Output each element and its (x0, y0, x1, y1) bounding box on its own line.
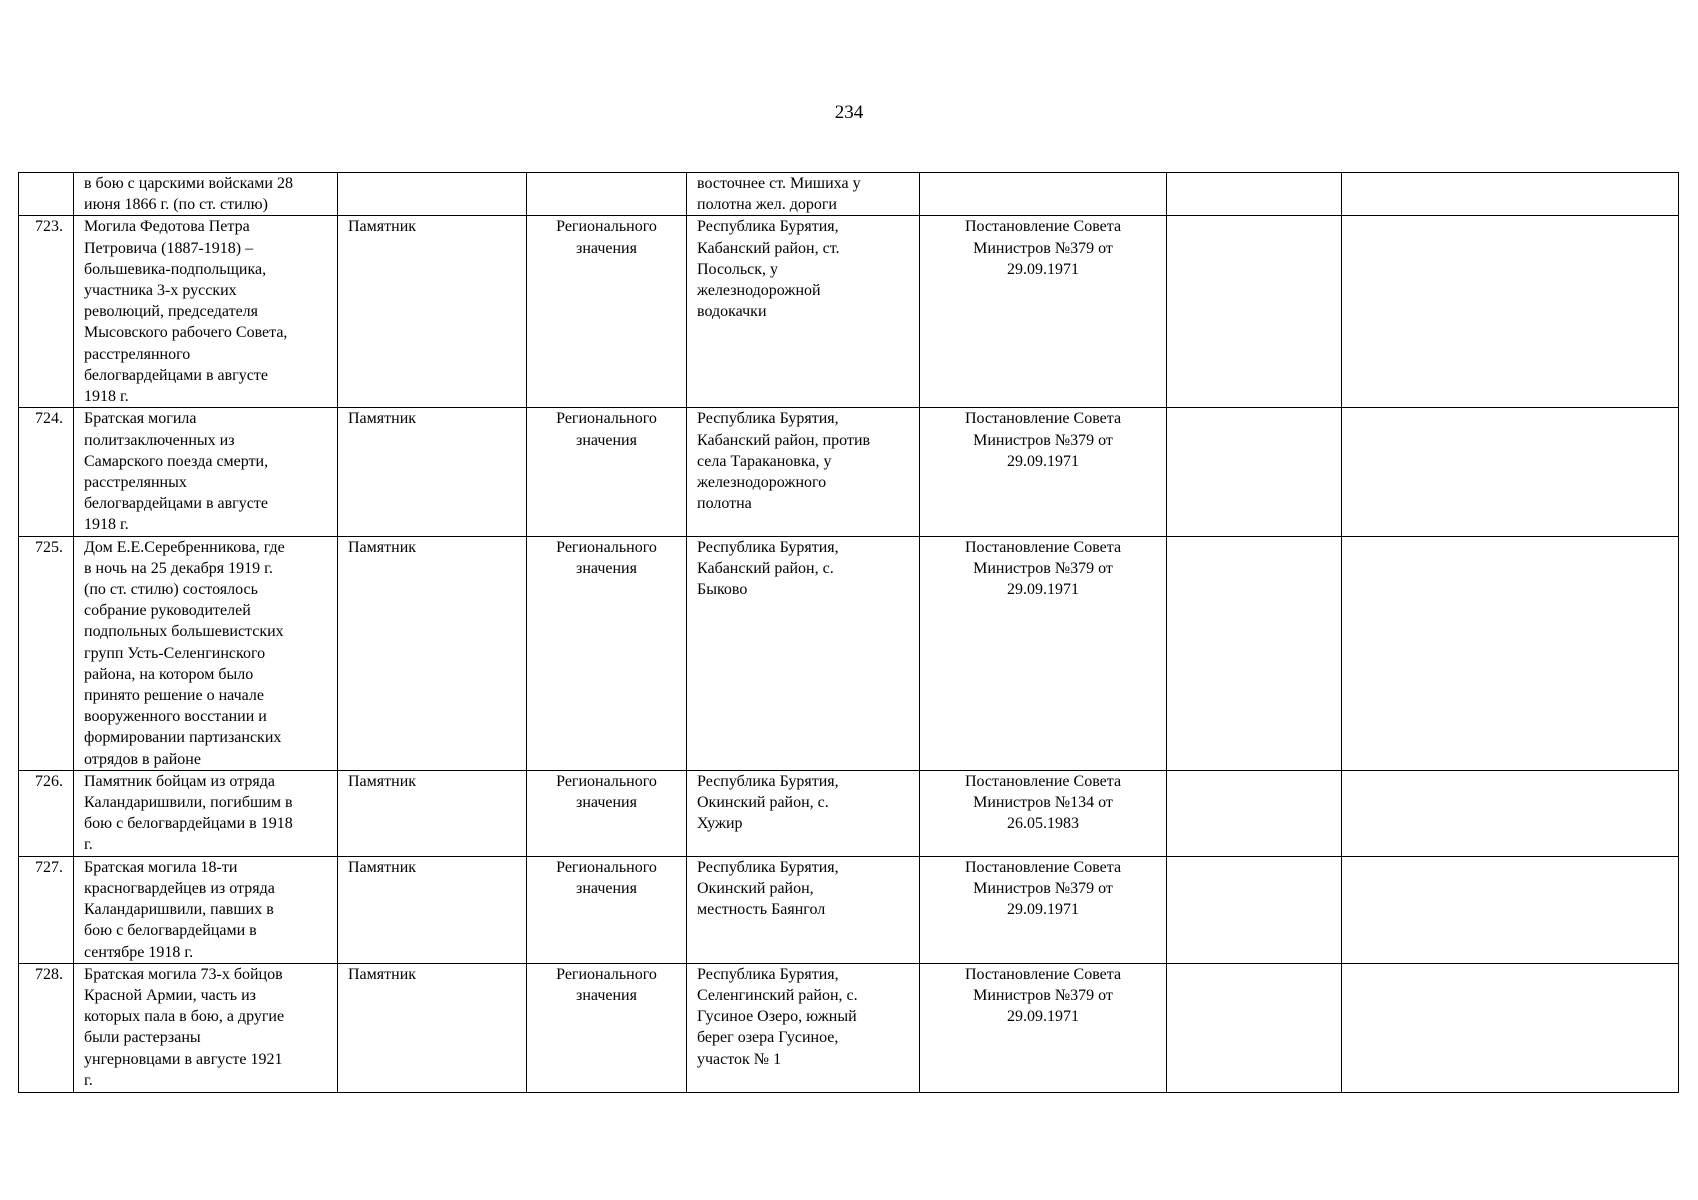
table-row (19, 856, 1679, 963)
empty-cell (1342, 770, 1679, 856)
object-address: Республика Бурятия, Окинский район, местность Баянгол (687, 856, 920, 963)
monuments-table (18, 172, 1679, 1093)
table-row (19, 173, 1679, 216)
object-type: Памятник (338, 963, 527, 1092)
object-address: Республика Бурятия, Окинский район, с. Хужир (687, 770, 920, 856)
empty-cell (1342, 856, 1679, 963)
legal-document: Постановление Совета Министров №379 от 29.09.1971 (920, 963, 1167, 1092)
table-row (19, 963, 1679, 1092)
empty-cell (1342, 963, 1679, 1092)
page-number: 234 (834, 102, 864, 123)
object-name: Братская могила политзаключенных из Самарского поезда смерти, расстрелянных белогвардейцами в августе 1918 г. (74, 408, 338, 536)
empty-cell (1167, 963, 1342, 1092)
empty-cell (1167, 536, 1342, 770)
row-number: 726. (19, 770, 74, 856)
object-category: Регионального значения (527, 216, 687, 408)
table-row (19, 536, 1679, 770)
object-name: Братская могила 73-х бойцов Красной Армии, часть из которых пала в бою, а другие были растерзаны унгерновцами в августе 1921 г. (74, 963, 338, 1092)
object-name: Дом Е.Е.Серебренникова, где в ночь на 25 декабря 1919 г. (по ст. стилю) состоялось собрание руководителей подпольных большевистских групп Усть-Селенгинского района, на котором было принято решение о начале вооруженного восстании и формировании партизанских отрядов в районе (74, 536, 338, 770)
legal-document (920, 173, 1167, 216)
object-address: Республика Бурятия, Селенгинский район, с. Гусиное Озеро, южный берег озера Гусиное, участок № 1 (687, 963, 920, 1092)
row-number: 723. (19, 216, 74, 408)
row-number (19, 173, 74, 216)
object-category (527, 173, 687, 216)
object-type: Памятник (338, 408, 527, 536)
object-name: Памятник бойцам из отряда Каландаришвили, погибшим в бою с белогвардейцами в 1918 г. (74, 770, 338, 856)
empty-cell (1167, 216, 1342, 408)
empty-cell (1167, 408, 1342, 536)
table-row (19, 216, 1679, 408)
row-number: 724. (19, 408, 74, 536)
legal-document: Постановление Совета Министров №379 от 29.09.1971 (920, 408, 1167, 536)
object-type: Памятник (338, 216, 527, 408)
row-number: 725. (19, 536, 74, 770)
object-type: Памятник (338, 770, 527, 856)
empty-cell (1167, 856, 1342, 963)
table-row (19, 770, 1679, 856)
table-row (19, 408, 1679, 536)
object-category: Регионального значения (527, 408, 687, 536)
row-number: 728. (19, 963, 74, 1092)
object-address: Республика Бурятия, Кабанский район, ст. Посольск, у железнодорожной водокачки (687, 216, 920, 408)
row-number: 727. (19, 856, 74, 963)
object-category: Регионального значения (527, 963, 687, 1092)
object-type: Памятник (338, 856, 527, 963)
empty-cell (1342, 408, 1679, 536)
object-name: Могила Федотова Петра Петровича (1887-1918) – большевика-подпольщика, участника 3-х русских революций, председателя Мысовского рабочего Совета, расстрелянного белогвардейцами в августе 1918 г. (74, 216, 338, 408)
object-address: Республика Бурятия, Кабанский район, с. Быково (687, 536, 920, 770)
object-address: восточнее ст. Мишиха у полотна жел. дороги (687, 173, 920, 216)
object-type (338, 173, 527, 216)
empty-cell (1167, 173, 1342, 216)
empty-cell (1167, 770, 1342, 856)
legal-document: Постановление Совета Министров №379 от 29.09.1971 (920, 216, 1167, 408)
legal-document: Постановление Совета Министров №379 от 29.09.1971 (920, 856, 1167, 963)
object-type: Памятник (338, 536, 527, 770)
object-name: в бою с царскими войсками 28 июня 1866 г. (по ст. стилю) (74, 173, 338, 216)
empty-cell (1342, 173, 1679, 216)
empty-cell (1342, 216, 1679, 408)
object-category: Регионального значения (527, 856, 687, 963)
legal-document: Постановление Совета Министров №379 от 29.09.1971 (920, 536, 1167, 770)
object-category: Регионального значения (527, 536, 687, 770)
legal-document: Постановление Совета Министров №134 от 26.05.1983 (920, 770, 1167, 856)
object-address: Республика Бурятия, Кабанский район, против села Таракановка, у железнодорожного полотна (687, 408, 920, 536)
empty-cell (1342, 536, 1679, 770)
object-category: Регионального значения (527, 770, 687, 856)
object-name: Братская могила 18-ти красногвардейцев из отряда Каландаришвили, павших в бою с белогвардейцами в сентябре 1918 г. (74, 856, 338, 963)
